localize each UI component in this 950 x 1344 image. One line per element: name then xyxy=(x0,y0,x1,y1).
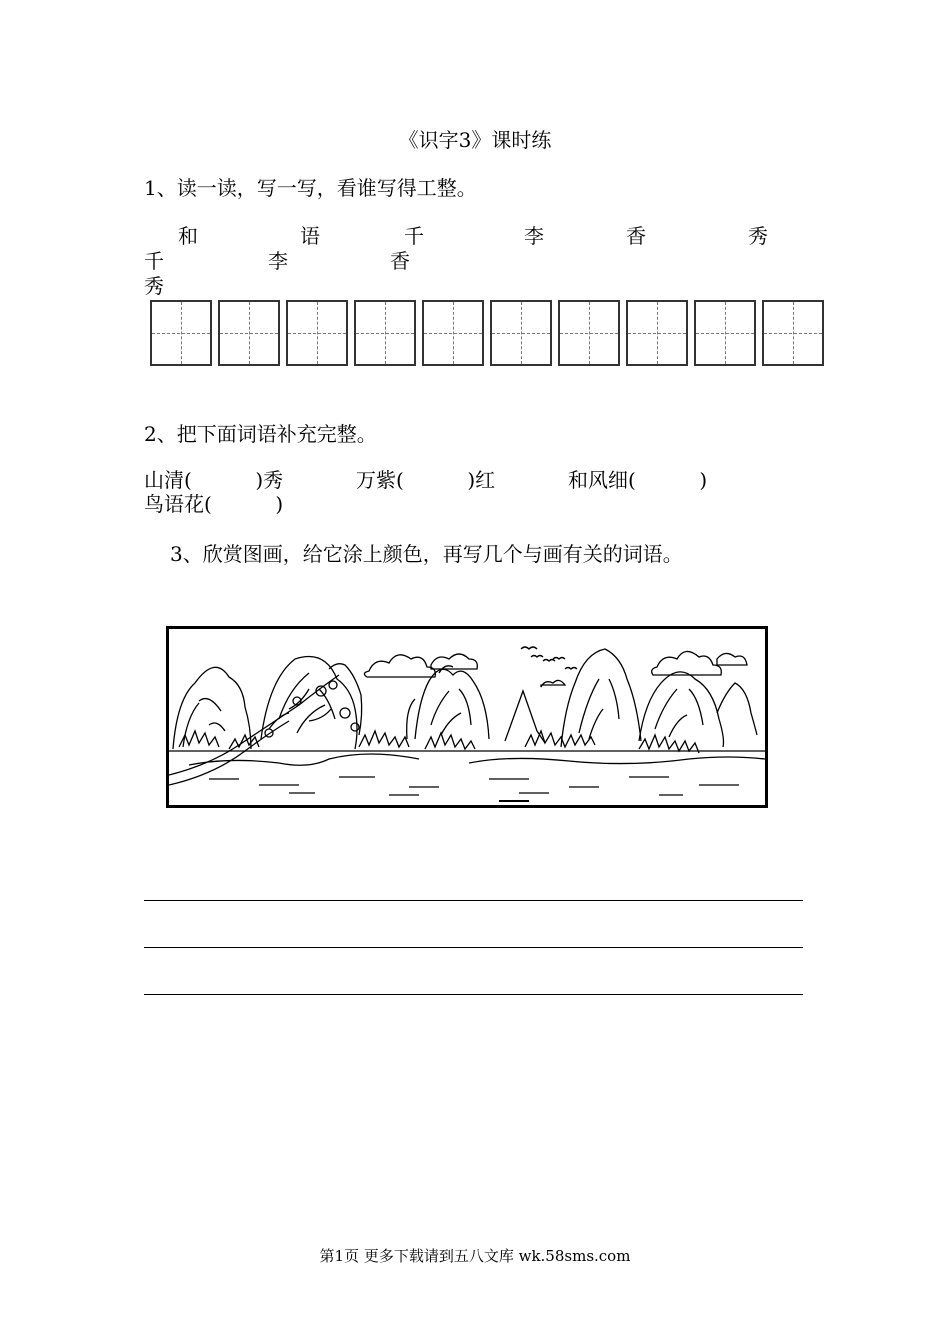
landscape-drawing xyxy=(169,629,765,805)
fill-item-4[interactable]: 鸟语花( ) xyxy=(144,492,284,516)
page-title: 《识字3》课时练 xyxy=(398,128,552,152)
writing-grid xyxy=(150,300,830,370)
grid-cell[interactable] xyxy=(762,300,824,366)
char-he: 和 xyxy=(178,224,198,248)
char-yu: 语 xyxy=(300,224,320,248)
grid-cell[interactable] xyxy=(286,300,348,366)
grid-cell[interactable] xyxy=(626,300,688,366)
char-xiang: 香 xyxy=(626,224,646,248)
grid-cell[interactable] xyxy=(694,300,756,366)
fill-item-3[interactable]: 和风细( ) xyxy=(568,468,708,492)
question-1-prompt: 1、读一读，写一写，看谁写得工整。 xyxy=(144,176,477,200)
char-li: 李 xyxy=(524,224,544,248)
fill-item-1[interactable]: 山清( )秀 xyxy=(144,468,284,492)
grid-cell[interactable] xyxy=(150,300,212,366)
char-xiu: 秀 xyxy=(748,224,768,248)
page-footer: 第1页 更多下载请到五八文库 wk.58sms.com xyxy=(319,1247,631,1265)
grid-cell[interactable] xyxy=(422,300,484,366)
grid-cell[interactable] xyxy=(558,300,620,366)
question-3-prompt: 3、欣赏图画，给它涂上颜色，再写几个与画有关的词语。 xyxy=(170,542,683,566)
grid-cell[interactable] xyxy=(490,300,552,366)
landscape-illustration xyxy=(166,626,768,808)
char-xiang-2: 香 xyxy=(390,249,410,273)
char-qian-2: 千 xyxy=(144,249,164,273)
grid-cell[interactable] xyxy=(354,300,416,366)
question-2-prompt: 2、把下面词语补充完整。 xyxy=(144,422,377,446)
char-qian: 千 xyxy=(404,224,424,248)
grid-cell[interactable] xyxy=(218,300,280,366)
answer-line-1[interactable] xyxy=(144,900,803,901)
answer-line-3[interactable] xyxy=(144,994,803,995)
fill-item-2[interactable]: 万紫( )红 xyxy=(356,468,496,492)
char-li-2: 李 xyxy=(268,249,288,273)
answer-line-2[interactable] xyxy=(144,947,803,948)
char-xiu-2: 秀 xyxy=(144,274,164,298)
